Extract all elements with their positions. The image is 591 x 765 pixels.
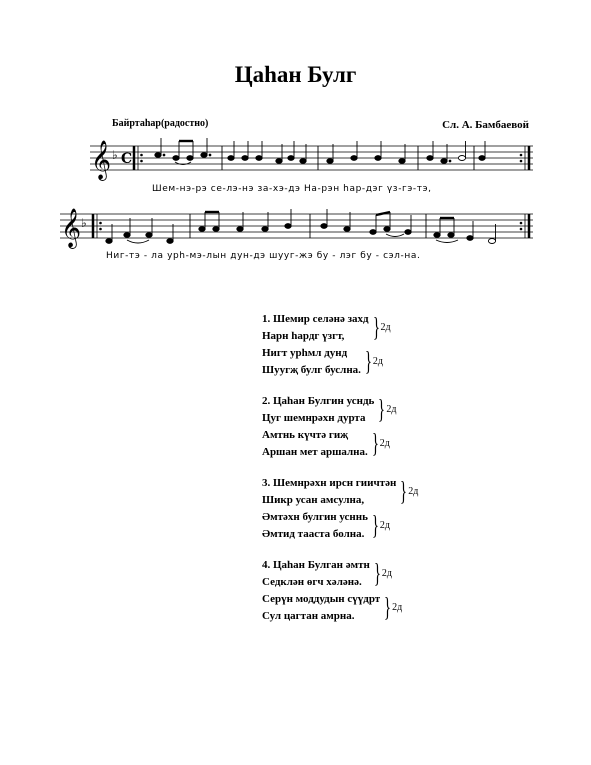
verse-line: Амтнь күчтә гиҗ: [262, 428, 349, 441]
repeat-brace-icon: }: [384, 591, 392, 622]
treble-clef-icon: 𝄞: [91, 140, 112, 180]
repeat-mark: 2д: [380, 321, 391, 333]
music-staff-2: [0, 206, 591, 250]
verse-2: [262, 392, 418, 460]
verse-number: 1.: [262, 312, 271, 325]
verse-line: Шикр усан амсулна,: [262, 493, 365, 506]
verse-line: Цаһан Булгин усндь: [273, 394, 375, 407]
verse-line: Седклән өгч хәләнә.: [262, 575, 362, 588]
repeat-mark: 2д: [386, 403, 397, 415]
verse-4: [262, 556, 418, 624]
repeat-brace-icon: }: [371, 509, 379, 540]
repeat-mark: 2д: [379, 437, 390, 449]
verse-line: Цаһан Булган әмтн: [273, 558, 370, 571]
repeat-mark: 2д: [379, 519, 390, 531]
verse-number: 3.: [262, 476, 271, 489]
verse-number: 2.: [262, 394, 271, 407]
repeat-brace-icon: }: [373, 557, 381, 588]
verse-line: Әмтәхн булгин усннь: [262, 510, 368, 523]
verse-3: [262, 474, 418, 542]
verse-line: Сул цагтан амрна.: [262, 609, 355, 622]
verse-line: Әмтид тааста болна.: [262, 527, 365, 540]
verse-line: Шуугҗ булг буслна.: [262, 363, 361, 376]
repeat-brace-icon: }: [372, 311, 380, 342]
lyricist-credit: Сл. А. Бамбаевой: [442, 119, 529, 131]
lyrics-line-2: Ниг-тэ - ла урһ-мэ-лын дун-дэ шууг-жэ бу - лэг бу - сэл-на.: [106, 251, 421, 261]
verse-line: Шемир селәнә захд: [273, 312, 369, 325]
music-staff-1: [0, 138, 591, 182]
repeat-mark: 2д: [408, 485, 419, 497]
treble-clef-icon: 𝄞: [61, 208, 82, 248]
lyrics-line-1: Шем-нэ-рэ се-лэ-нэ за-хэ-дэ На-рэн hар-дэг үз-гэ-тэ,: [152, 184, 432, 194]
verse-number: 4.: [262, 558, 271, 571]
repeat-brace-icon: }: [378, 393, 386, 424]
verse-line: Нигт урһмл дунд: [262, 346, 348, 359]
verse-line: Цуг шемнрәхн дурта: [262, 411, 366, 424]
repeat-mark: 2д: [372, 355, 383, 367]
song-title: Цаһан Булг: [234, 62, 357, 87]
tempo-marking: Байртаһар(радостно): [112, 118, 209, 129]
verse-line: Серүн моддудын сүүдрт: [262, 592, 381, 605]
flat-icon: ♭: [112, 148, 118, 162]
repeat-mark: 2д: [392, 601, 403, 613]
time-signature-icon: C: [121, 151, 133, 167]
verse-list: [262, 310, 418, 638]
verse-line: Нарн һардг үзгт,: [262, 329, 345, 342]
repeat-brace-icon: }: [364, 345, 372, 376]
repeat-brace-icon: }: [371, 427, 379, 458]
verse-1: [262, 310, 418, 378]
repeat-brace-icon: }: [400, 475, 408, 506]
repeat-mark: 2д: [381, 567, 392, 579]
flat-icon: ♭: [81, 216, 87, 230]
verse-line: Шемнрәхн ирсн гиичтән: [273, 476, 397, 489]
verse-line: Аршан мет аршална.: [262, 445, 368, 458]
